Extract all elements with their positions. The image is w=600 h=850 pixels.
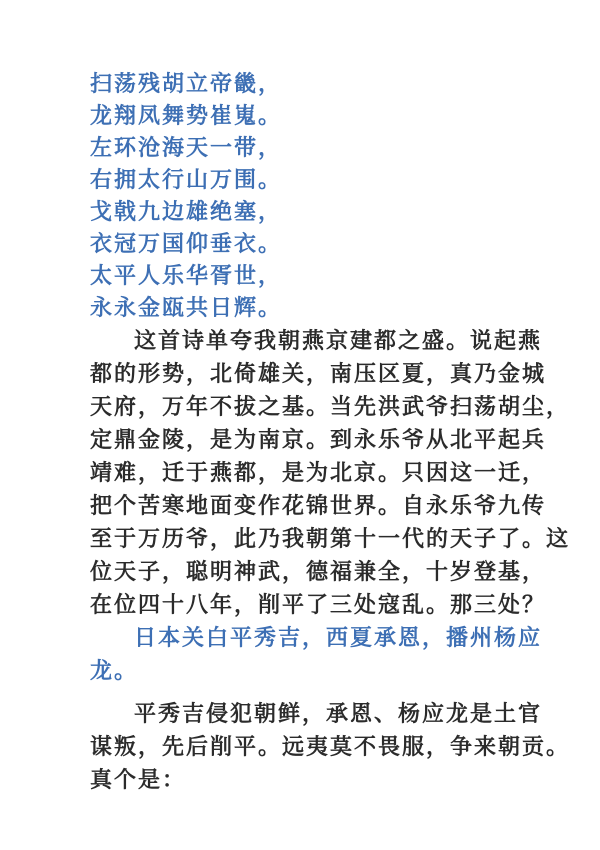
paragraph-line: 都的形势，北倚雄关，南压区夏，真乃金城 xyxy=(90,361,547,387)
poem-line: 扫荡残胡立帝畿， xyxy=(90,71,283,97)
paragraph-line: 这首诗单夸我朝燕京建都之盛。说起燕 xyxy=(134,328,543,354)
paragraph-praise xyxy=(90,325,571,622)
opening-poem xyxy=(90,68,282,324)
poem-line: 永永金瓯共日辉。 xyxy=(90,295,283,321)
paragraph-line: 平秀吉侵犯朝鲜，承恩、杨应龙是土官 xyxy=(134,701,543,727)
paragraph-line: 谋叛，先后削平。远夷莫不畏服，争来朝贡。 xyxy=(90,734,571,760)
paragraph-line: 日本关白平秀吉，西夏承恩，播州杨应 xyxy=(134,625,543,651)
poem-line: 戈戟九边雄绝塞， xyxy=(90,199,283,225)
poem-line: 衣冠万国仰垂衣。 xyxy=(90,231,283,257)
paragraph-line: 定鼎金陵，是为南京。到永乐爷从北平起兵 xyxy=(90,427,547,453)
paragraph-line: 真个是： xyxy=(90,767,187,793)
paragraph-line: 位天子，聪明神武，德福兼全，十岁登基， xyxy=(90,559,547,585)
paragraph-line: 至于万历爷，此乃我朝第十一代的天子了。这 xyxy=(90,526,571,552)
poem-line: 左环沧海天一带， xyxy=(90,135,283,161)
poem-line: 龙翔凤舞势崔嵬。 xyxy=(90,103,283,129)
poem-line: 太平人乐华胥世， xyxy=(90,263,283,289)
prose-body xyxy=(90,325,571,797)
poem-line: 右拥太行山万围。 xyxy=(90,167,283,193)
paragraph-pacification xyxy=(90,698,571,797)
paragraph-line: 靖难，迁于燕都，是为北京。只因这一迁， xyxy=(90,460,547,486)
paragraph-spacer xyxy=(90,688,530,698)
paragraph-line: 龙。 xyxy=(90,658,139,684)
paragraph-line: 在位四十八年，削平了三处寇乱。那三处？ xyxy=(90,592,547,618)
paragraph-rebellions xyxy=(90,622,543,688)
paragraph-line: 把个苦寒地面变作花锦世界。自永乐爷九传 xyxy=(90,493,547,519)
paragraph-line: 天府，万年不拔之基。当先洪武爷扫荡胡尘， xyxy=(90,394,571,420)
